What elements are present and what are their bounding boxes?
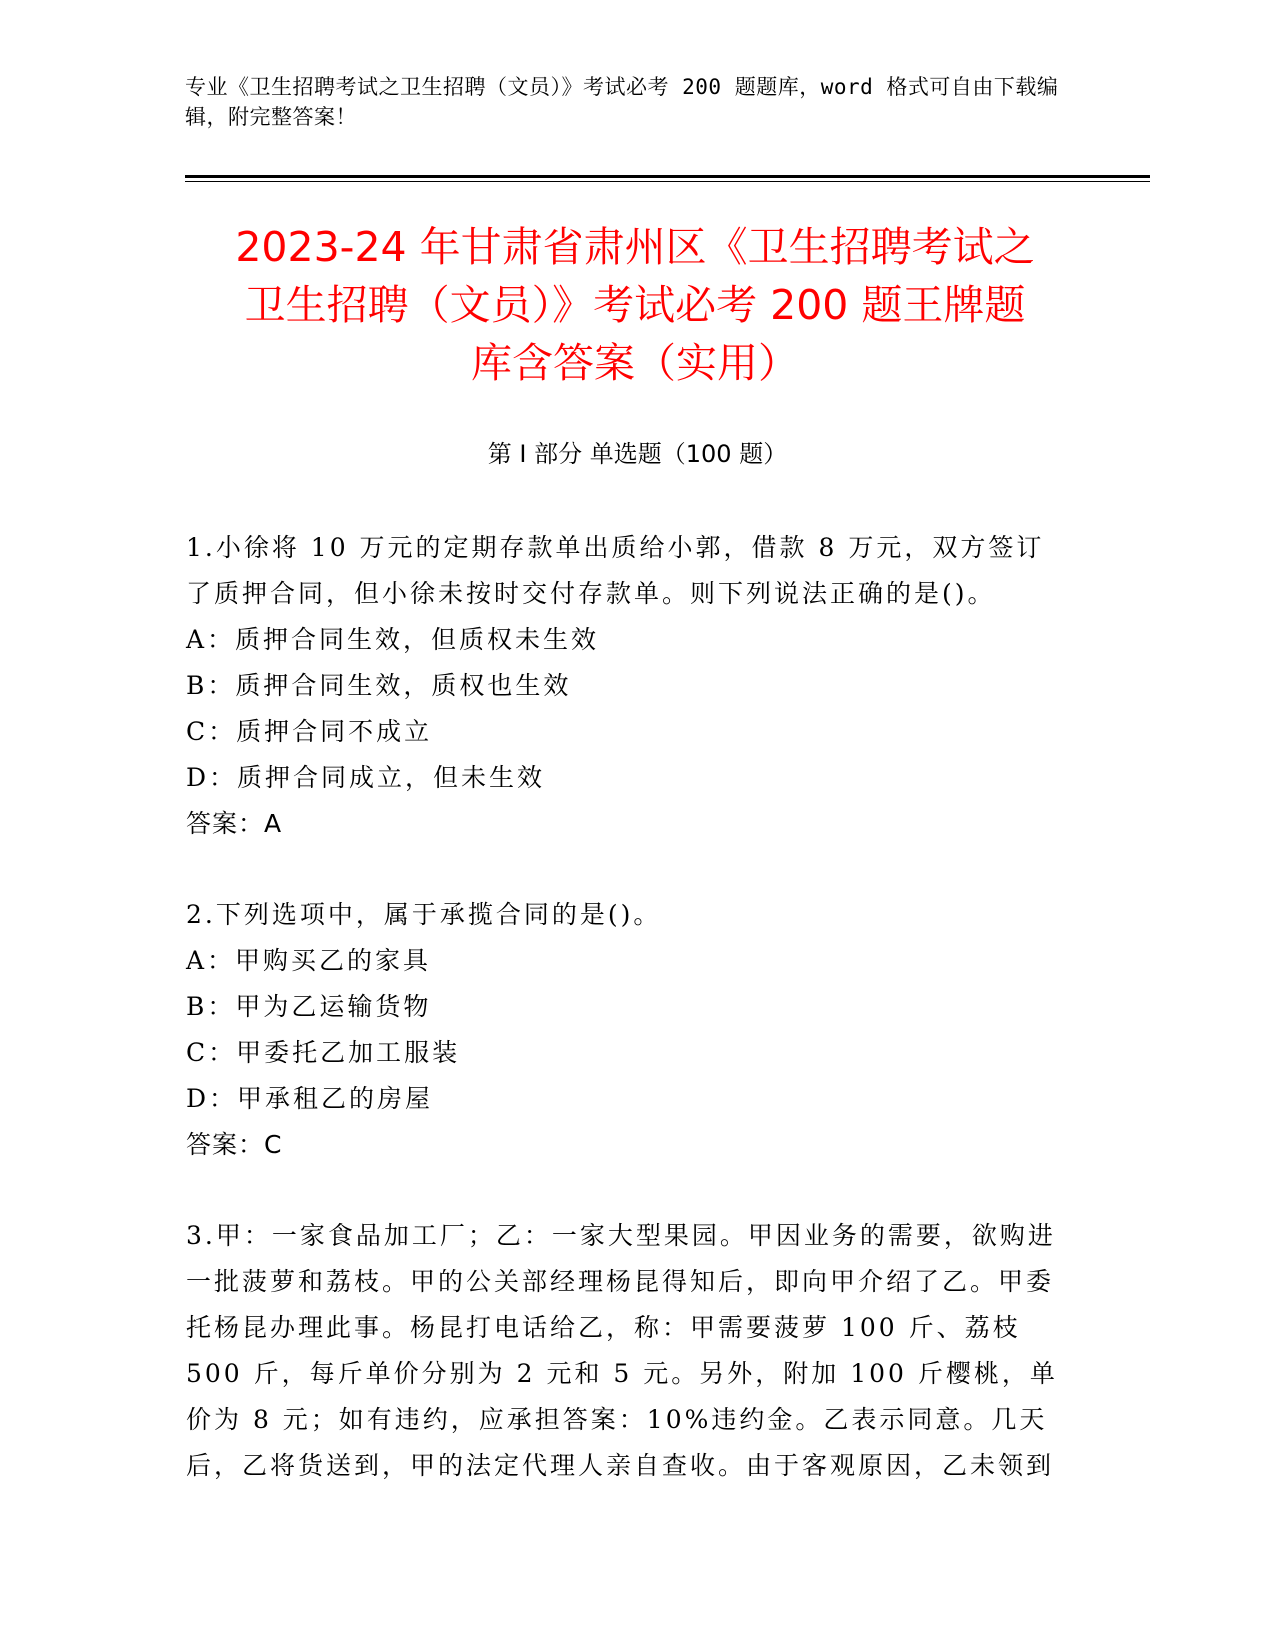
question-stem: 2.下列选项中，属于承揽合同的是()。	[186, 900, 662, 929]
option-d: D：质押合同成立，但未生效	[186, 763, 546, 792]
question-list	[186, 525, 1066, 1534]
header-note: 专业《卫生招聘考试之卫生招聘（文员）》考试必考 200 题题库，word 格式可自由下载编辑，附完整答案！	[185, 75, 1059, 129]
question-stem: 3.甲：一家食品加工厂；乙：一家大型果园。甲因业务的需要，欲购进一批菠萝和荔枝。甲的公关部经理杨昆得知后，即向甲介绍了乙。甲委托杨昆办理此事。杨昆打电话给乙，称：甲需要菠萝 100 斤、荔枝 500 斤，每斤单价分别为 2 元和 5 元。另外，附加 100 斤樱桃，单价为 8 元；如有违约，应承担答案：10%违约金。乙表示同意。几天后，乙将货送到，甲的法定代理人亲自查收。由于客观原因，乙未领到	[186, 1221, 1058, 1480]
document-title	[150, 218, 1120, 392]
option-a: A：甲购买乙的家具	[186, 946, 432, 975]
option-c: C：甲委托乙加工服装	[186, 1038, 461, 1067]
option-b: B：质押合同生效，质权也生效	[186, 671, 572, 700]
document-title-line-2: 卫生招聘（文员）》考试必考 200 题王牌题	[244, 281, 1026, 329]
answer: 答案：C	[186, 1130, 283, 1159]
header-divider-thin	[185, 181, 1150, 182]
header-divider-thick	[185, 175, 1150, 178]
question-3	[186, 1213, 1066, 1489]
option-b: B：甲为乙运输货物	[186, 992, 432, 1021]
question-1	[186, 525, 1066, 847]
question-stem: 1.小徐将 10 万元的定期存款单出质给小郭，借款 8 万元，双方签订了质押合同，但小徐未按时交付存款单。则下列说法正确的是()。	[186, 533, 1045, 608]
answer: 答案：A	[186, 809, 283, 838]
document-title-line-3: 库含答案（实用）	[471, 339, 799, 387]
question-2	[186, 892, 1066, 1168]
option-d: D：甲承租乙的房屋	[186, 1084, 434, 1113]
document-title-line-1: 2023-24 年甘肃省肃州区《卫生招聘考试之	[235, 223, 1035, 271]
option-c: C：质押合同不成立	[186, 717, 433, 746]
section-title: 第 I 部分 单选题（100 题）	[487, 440, 788, 468]
option-a: A：质押合同生效，但质权未生效	[186, 625, 600, 654]
